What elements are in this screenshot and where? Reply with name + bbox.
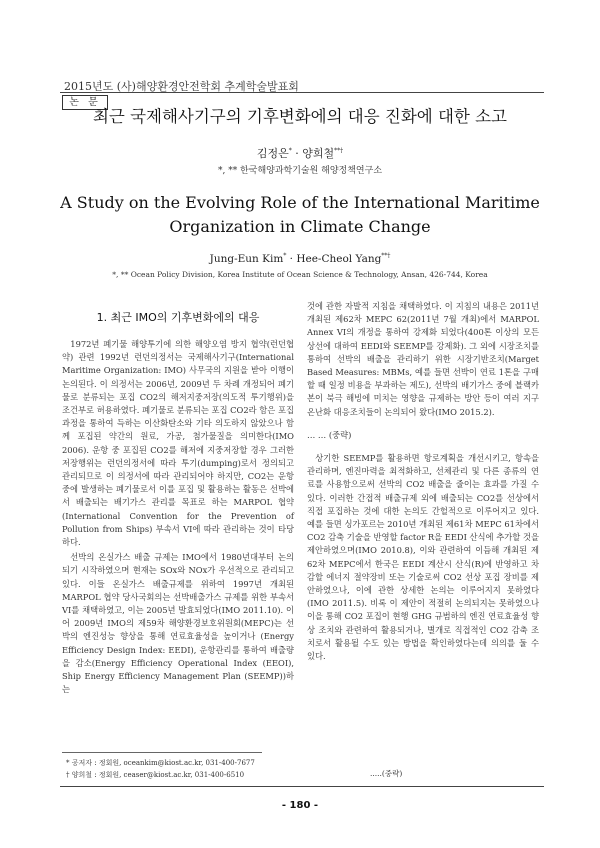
english-author-separator: · bbox=[286, 253, 297, 265]
article-type-badge: 논 문 bbox=[62, 95, 108, 110]
english-authors bbox=[0, 253, 600, 265]
continued-marker: .....(중략) bbox=[370, 769, 403, 778]
footnote-divider bbox=[62, 752, 262, 753]
author-2-name: 양희철 bbox=[302, 147, 335, 160]
body-paragraph-2: 선박의 온실가스 배출 규제는 IMO에서 1980년대부터 논의되기 시작하였으며 현재는 SOx와 NOx가 우선적으로 관리되고 있다. 이들 온실가스 배출규제를 위하여 1997년 개최된 MARPOL 협약 당사국회의는 선박배출가스 규제를 위한 부속서 VI를 채택하였고, 이는 2005년 발효되었다(IMO 2011.10). 이어 2009년 IMO의 제59차 해양환경보호위원회(MEPC)는 선박의 엔진성능 향상을 통해 연료효율성을 높이거나 (Energy Efficiency Design Index: EEDI), 운항관리를 통하여 배출량을 감소(Energy Efficiency Operational Index (EEOI), Ship Energy Efficiency Management Plan (SEEMP))하는 bbox=[62, 552, 294, 695]
page-number: - 180 - bbox=[281, 800, 319, 811]
english-author-2-mark: **† bbox=[381, 252, 391, 260]
english-title: A Study on the Evolving Role of the International Maritime Organization in Climate Change bbox=[60, 193, 540, 236]
footer-divider bbox=[60, 786, 544, 787]
section-heading: 1. 최근 IMO의 기후변화에의 대응 bbox=[96, 311, 260, 324]
english-affiliation: *, ** Ocean Policy Division, Korea Institute of Ocean Science & Technology, Ansan, 426-744, Korea bbox=[112, 270, 488, 279]
body-paragraph-4: 상기한 SEEMP를 활용하면 항로계획을 개선시키고, 항속을 관리하며, 엔진마력을 최적화하고, 선체관리 및 다른 종류의 연료를 사용함으로써 선박의 CO2 배출을 줄이는 효과를 가질 수 있다. 이러한 간접적 배출규제 외에 배출되는 CO2를 선상에서 직접 포집하는 것에 대한 논의도 간헐적으로 이루어지고 있다. 예를 들면 싱가포르는 2010년 개최된 제61차 MEPC 61차에서 CO2 감축 기술을 반영할 factor R을 EEDI 산식에 추가할 것을 제안하였으며(IMO 2010.8), 이와 관련하여 이듬해 개최된 제62차 MEPC에서 한국은 EEDI 계산시 산식(R)에 반영하고 차감할 에너지 절약장비 또는 기술로써 CO2 선상 포집 장비를 제안하였으나, 이에 관한 상세한 논의는 이루어지지 못하였다 (IMO 2011.5). 비록 이 제안이 적절히 논의되지는 못하였으나 이을 통해 CO2 포집이 현행 GHG 규범하의 엔진 연료효율성 향상 조치와 관련하여 활용되거나, 별개로 직접적인 CO2 감축 조치로서 활용될 수도 있는 방법을 확인하였다는데 의의를 둘 수 있다. bbox=[307, 453, 539, 662]
footnote-2: † 양희철 : 정회원, ceaser@kiost.ac.kr, 031-400-6510 bbox=[66, 771, 245, 779]
author-1-name: 김정은 bbox=[256, 147, 289, 160]
english-author-1-mark: * bbox=[283, 252, 287, 260]
left-column bbox=[62, 300, 294, 696]
author-2-mark: **† bbox=[334, 147, 344, 155]
footnote-1: * 공저자 : 정회원, oceankim@kiost.ac.kr, 031-400-7677 bbox=[66, 759, 255, 767]
english-author-2-name: Hee-Cheol Yang bbox=[296, 253, 382, 265]
body-paragraph-1: 1972년 폐기물 해양투기에 의한 해양오염 방지 협약(런던협약) 관련 1992년 런던의정서는 국제해사기구(International Maritime Organization: IMO) 사무국의 지원을 받아 이행이 논의된다. 이 의정서는 2006년, 2009년 두 차례 개정되어 폐기물로 분류되는 포집 CO2의 해저지중저장(의도적 투기행위)을 조건부로 허용하였다. 폐기물로 분류되는 포집 CO2라 함은 포집 과정을 통하여 득하는 이산화탄소와 기타 의도하지 않았으나 함께 포집된 약간의 원료, 가공, 첨가물질을 의미한다(IMO 2006). 운항 중 포집된 CO2를 해저에 지중저장할 경우 그러한 저장행위는 런던의정서에 따라 투기(dumping)로서 정의되고 관리되므로 이 의정서에 따라 관리되어야 하지만, CO2는 운항 중에 발생하는 폐기물로서 이를 포집 및 활용하는 활동은 선박에서 배출되는 배기가스 관리를 목표로 하는 MARPOL 협약(International Convention for the Prevention of Pollution from Ships) 부속서 VI에 따라 관리하는 것이 타당하다. bbox=[62, 339, 294, 548]
right-column bbox=[307, 300, 539, 663]
korean-affiliation: *, ** 한국해양과학기술원 해양정책연구소 bbox=[217, 166, 383, 176]
body-paragraph-3: 것에 관한 자발적 지침을 채택하였다. 이 지침의 내용은 2011년 개최된 제62차 MEPC 62(2011년 7월 개최)에서 MARPOL Annex VI의 개정을 통하여 강제화 되었다(400톤 이상의 모든 상선에 대하여 EEDI와 SEEMP를 강제화). 그 외에 시장조치를 통하여 선박의 배출을 관리하기 위한 시장기반조치(Marget Based Measures: MBMs, 예를 들면 선박이 연료 1톤을 구매할 때 일정 비용을 부과하는 제도), 선박의 배기가스 중에 블랙카본이 북극 해빙에 미치는 영향을 규제하는 방안 등이 여러 지구온난화 대응조치들이 논의되어 왔다(IMO 2015.2). bbox=[307, 301, 539, 417]
korean-title: 최근 국제해사기구의 기후변화에의 대응 진화에 대한 소고 bbox=[92, 107, 507, 126]
omission-note: … … (중략) bbox=[307, 429, 352, 440]
conference-header: 2015년도 (사)해양환경안전학회 추계학술발표회 bbox=[64, 80, 299, 93]
author-1-mark: * bbox=[288, 147, 292, 155]
english-author-1-name: Jung-Eun Kim bbox=[209, 253, 284, 265]
header-divider bbox=[60, 92, 544, 93]
korean-authors bbox=[0, 145, 600, 161]
author-separator: · bbox=[291, 147, 303, 160]
